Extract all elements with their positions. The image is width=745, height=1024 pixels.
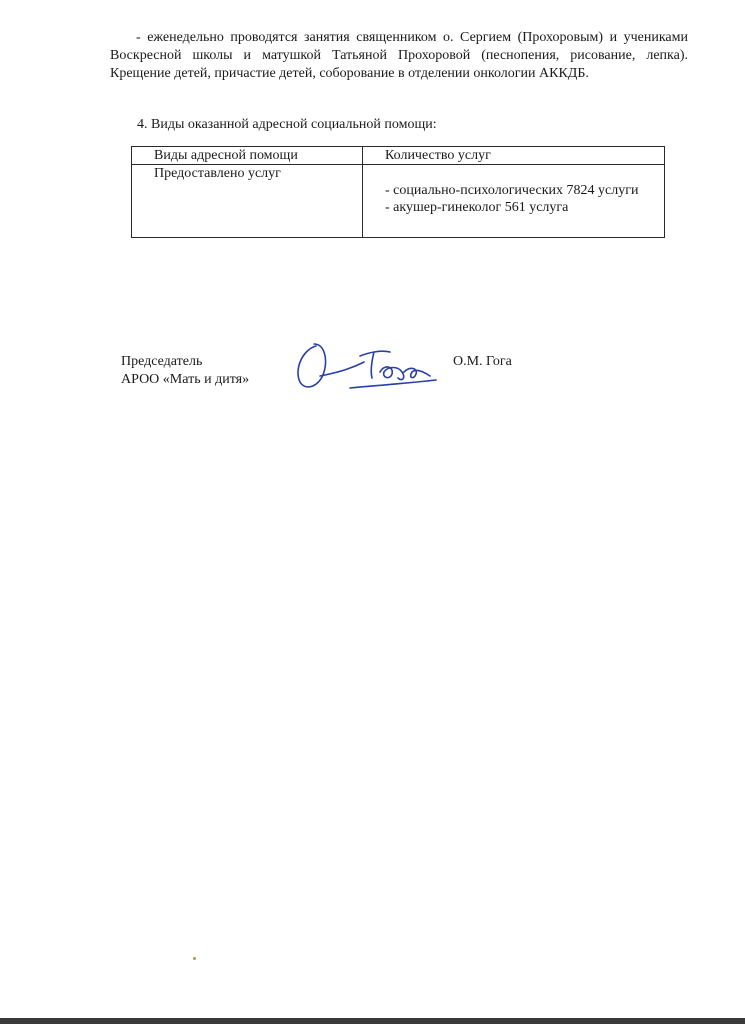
header-service-count: Количество услуг (363, 147, 665, 165)
activities-paragraph (110, 29, 688, 83)
service-line-gyn: - акушер-гинеколог 561 услуга (385, 200, 569, 215)
position-title: Председатель (121, 354, 203, 369)
signatory-position (121, 353, 249, 389)
handwritten-signature (290, 336, 445, 396)
scan-edge (0, 1018, 745, 1024)
section-heading: 4. Виды оказанной адресной социальной помощи: (137, 117, 437, 132)
signature-g-stroke (360, 351, 390, 378)
signature-underline-stroke (350, 380, 436, 388)
table-row (132, 165, 665, 238)
signature-dash-stroke (320, 362, 364, 376)
signature-oga-stroke (380, 367, 430, 380)
signatory-name: О.М. Гога (453, 354, 512, 369)
aid-table (131, 146, 665, 238)
activities-text: - еженедельно проводятся занятия священником о. Сергием (Прохоровым) и учениками Воскресной школы и матушкой Татьяной Прохоровой (песнопения, рисование, лепка). Крещение детей, причастие детей, соборование в отделении онкологии АККДБ. (110, 30, 688, 81)
table-header-row (132, 147, 665, 165)
service-line-psych: - социально-психологических 7824 услуги (385, 183, 639, 198)
organization-name: АРОО «Мать и дитя» (121, 372, 250, 387)
scan-speck (193, 957, 196, 960)
aid-type-cell: Предоставлено услуг (132, 165, 363, 238)
services-cell (363, 165, 665, 238)
signature-initial-stroke (298, 344, 326, 387)
header-aid-types: Виды адресной помощи (132, 147, 363, 165)
